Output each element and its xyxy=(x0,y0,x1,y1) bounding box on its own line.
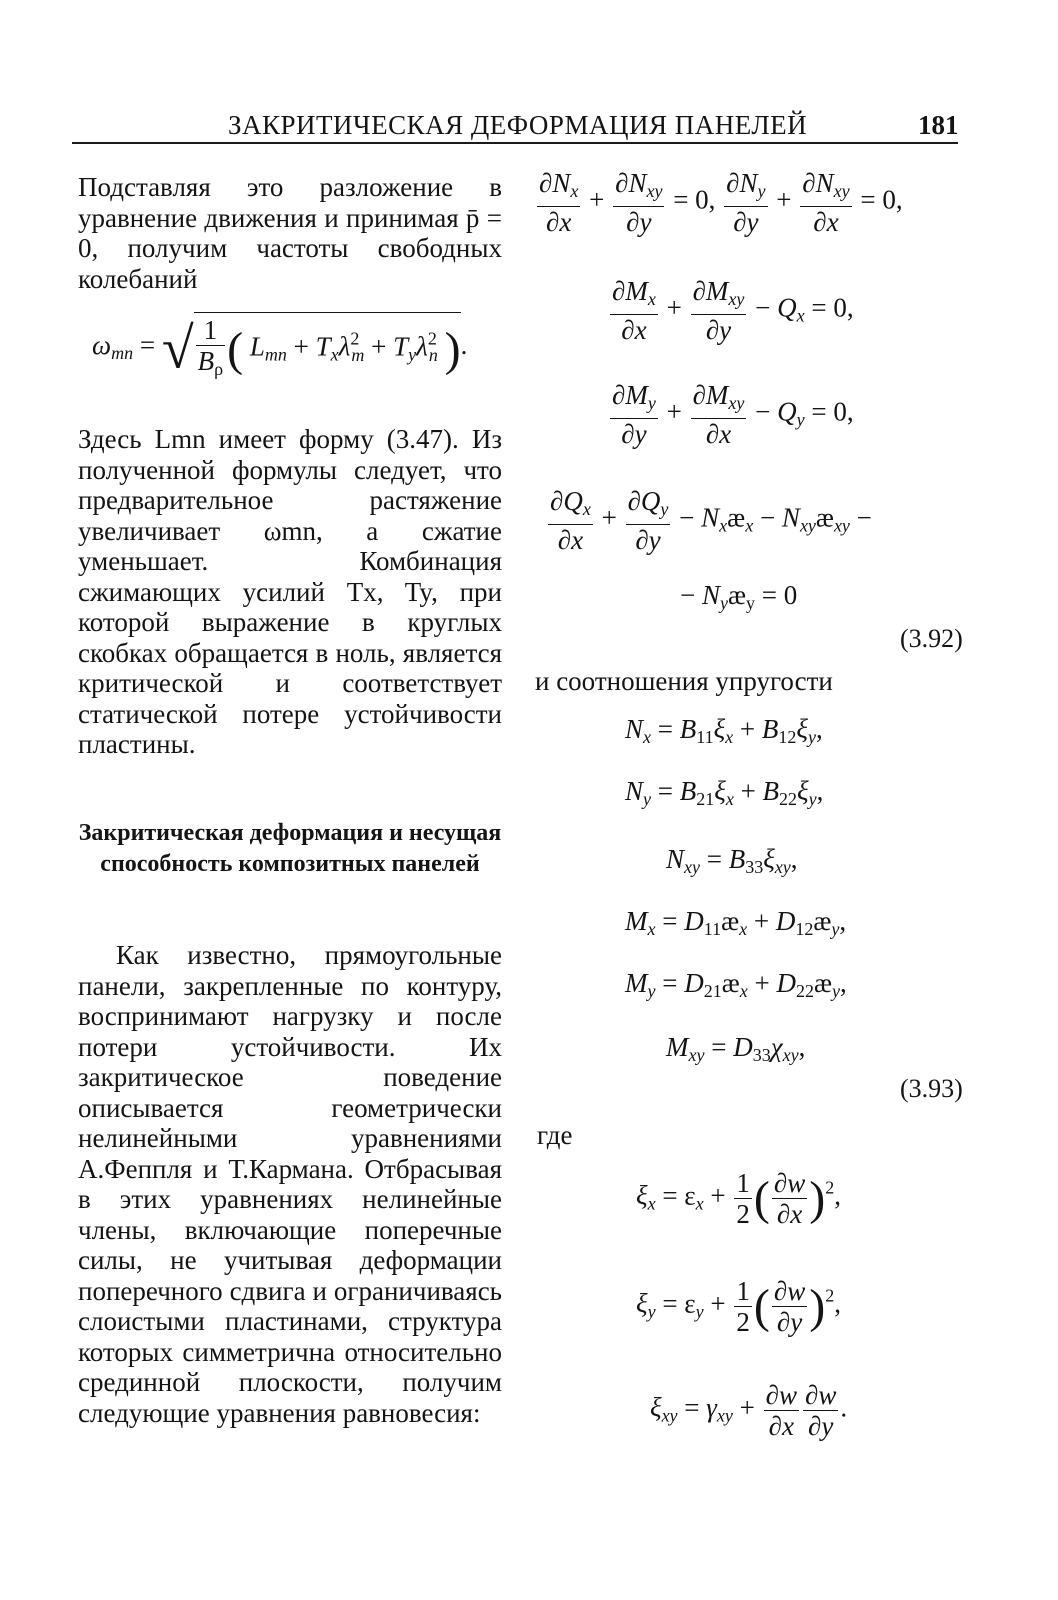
page-header xyxy=(0,0,1058,150)
left-column xyxy=(78,172,502,294)
equation-force-balance: $\frac{\partial N_x}{\partial x}$ + $\frac{\partial N_{xy}}{\partial y}$ = 0, $\frac{\partial N_y}{\partial y}$ + $\frac{\partial N_{xy}}{\partial x}$ = 0, xyxy=(539,168,903,237)
equation-moment-x: $\frac{\partial M_x}{\partial x}$ + $\frac{\partial M_{xy}}{\partial y}$ − $Q_x = 0$, xyxy=(612,276,854,345)
relation-Nx: $N_x = B_{11}\xi_x + B_{12}\xi_y$, xyxy=(625,714,823,747)
relation-Mxy: $M_{xy} = D_{33}\chi_{xy}$, xyxy=(666,1032,806,1065)
running-title: ЗАКРИТИЧЕСКАЯ ДЕФОРМАЦИЯ ПАНЕЛЕЙ xyxy=(228,110,808,140)
equation-shear-balance-cont: − $N_yæ_y = 0$ xyxy=(680,580,798,613)
paragraph-2: Здесь Lmn имеет форму (3.47). Из полученной формулы следует, что предварительное растяжение увеличивает ωmn, а сжатие уменьшает. Комбинация сжимающих усилий Tx, Ty, при которой выражение в круглых скобках обращается в ноль, является критической и соответствует статической потере устойчивости пластины. xyxy=(78,424,502,759)
equation-number-3-92: (3.92) xyxy=(900,624,963,653)
text-where: где xyxy=(537,1120,573,1150)
relation-Nxy: $N_{xy} = B_{33}\xi_{xy}$, xyxy=(666,844,798,877)
paragraph-1: Подставляя это разложение в уравнение движения и принимая p̄ = 0, получим частоты свободных колебаний xyxy=(78,172,502,294)
section-title: Закритическая деформация и несущая способность композитных панелей xyxy=(78,820,502,877)
relation-Ny: $N_y = B_{21}\xi_x + B_{22}\xi_y$, xyxy=(625,776,824,809)
strain-xi-xy: $\xi_{xy} = \gamma_{xy}$ + $\frac{\partial w}{\partial x}$ $\frac{\partial w}{\partial y}$ . xyxy=(650,1380,848,1441)
text-elastic-relations: и соотношения упругости xyxy=(535,666,833,696)
header-rule xyxy=(72,142,958,144)
left-column-3 xyxy=(78,940,502,1428)
page-number: 181 xyxy=(918,110,959,140)
equation-shear-balance: $\frac{\partial Q_x}{\partial x}$ + $\frac{\partial Q_y}{\partial y}$ − $N_xæ_x$ − $N_{xy}æ_{xy}$ − xyxy=(550,486,872,555)
equation-number-3-93: (3.93) xyxy=(900,1074,963,1103)
left-column-2 xyxy=(78,424,502,760)
relation-My: $M_y$ = $D_{21}æ_x$ + $D_{22}æ_y$, xyxy=(625,968,847,1001)
omega-formula: $\omega_{mn}$ = √ $\frac{1}{B_\rho}$ ( $L_{mn} + T_x\lambda^2_m + T_y\lambda^2_n$ ). xyxy=(92,312,467,384)
strain-xi-y: $\xi_y = \varepsilon_y$ + $\frac{1}{2}$ ( $\frac{\partial w}{\partial y}$ )$^2$, xyxy=(636,1276,841,1337)
paragraph-3: Как известно, прямоугольные панели, закрепленные по контуру, воспринимают нагрузку и после потери устойчивости. Их закритическое поведение описывается геометрически нелинейными уравнениями А.Феппля и Т.Кармана. Отбрасывая в этих уравнениях нелинейные члены, включающие поперечные силы, не учитывая деформации поперечного сдвига и ограничиваясь слоистыми пластинами, структура которых симметрична относительно срединной плоскости, получим следующие уравнения равновесия: xyxy=(78,940,502,1428)
strain-xi-x: $\xi_x = \varepsilon_x$ + $\frac{1}{2}$ ( $\frac{\partial w}{\partial x}$ )$^2$, xyxy=(636,1168,841,1229)
equation-moment-y: $\frac{\partial M_y}{\partial y}$ + $\frac{\partial M_{xy}}{\partial x}$ − $Q_y = 0$, xyxy=(612,380,854,449)
relation-Mx: $M_x$ = $D_{11}æ_x$ + $D_{12}æ_y$, xyxy=(625,906,847,939)
